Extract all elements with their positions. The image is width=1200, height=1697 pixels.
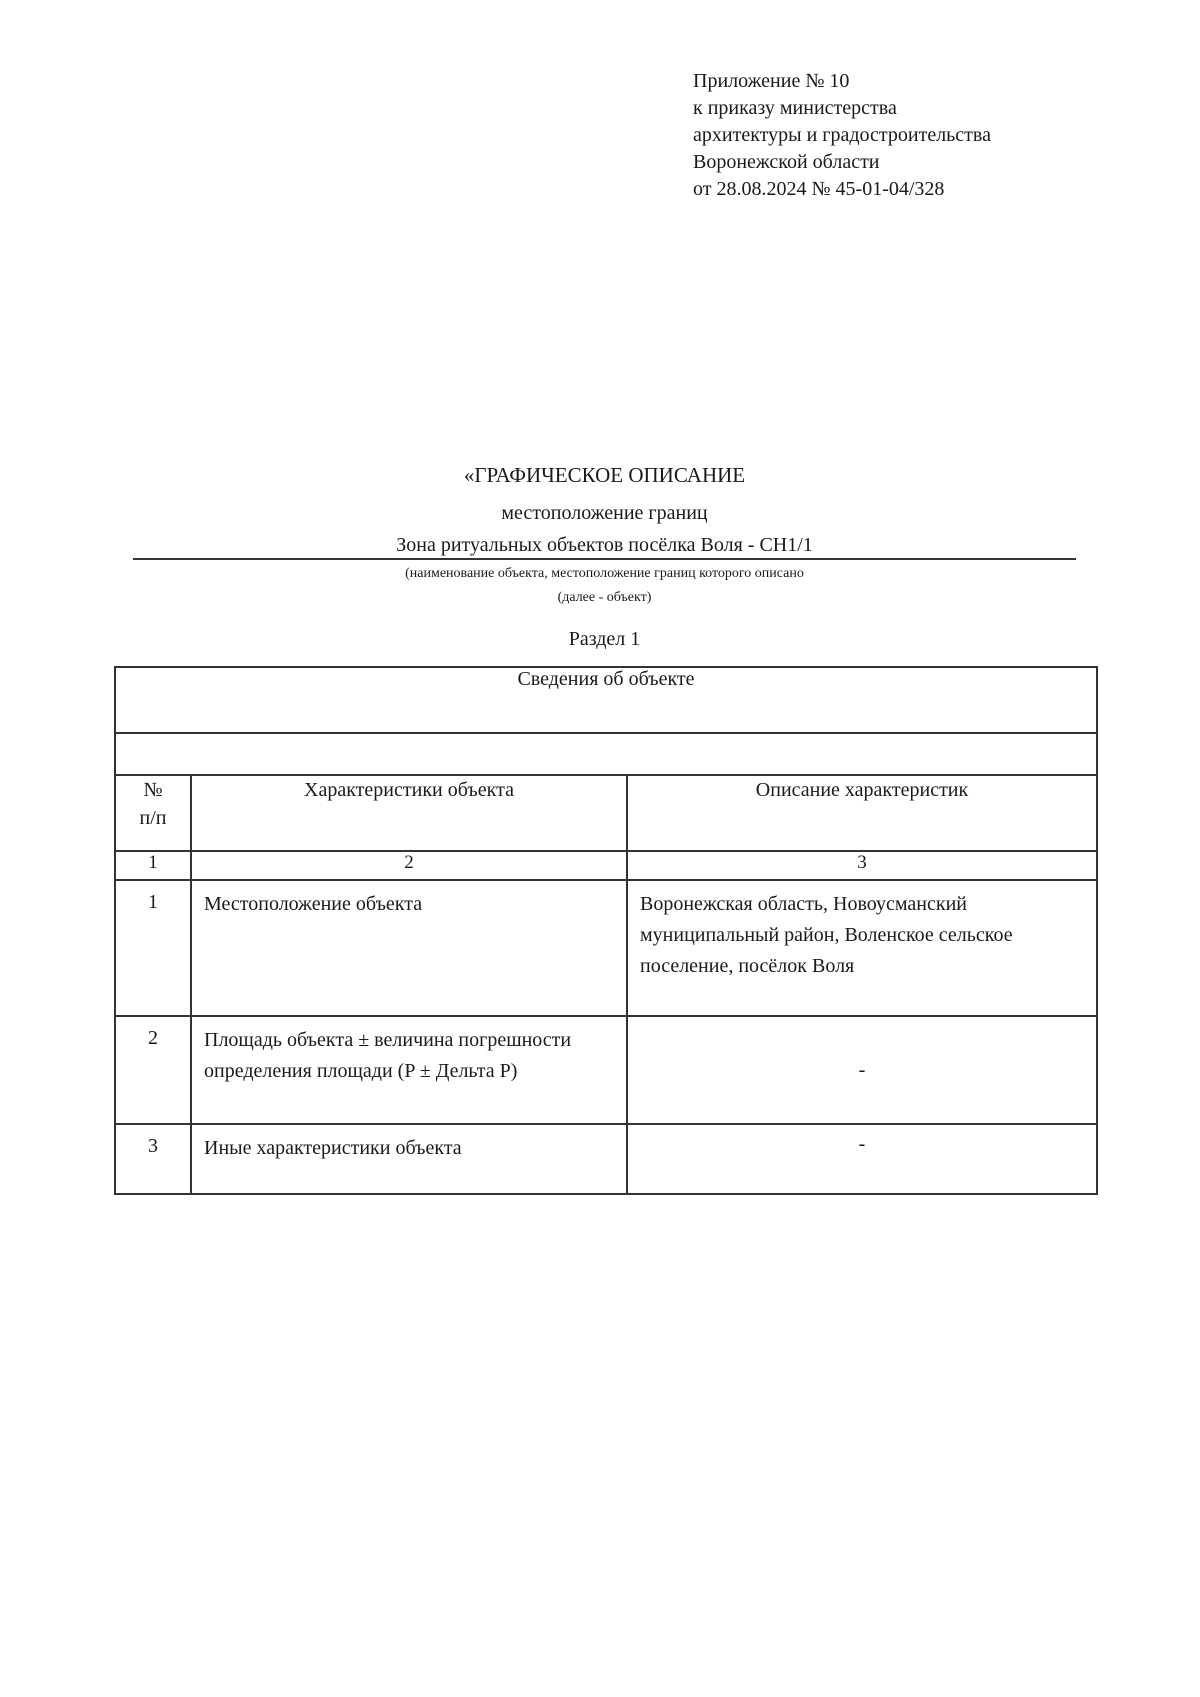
- table-header-row: [115, 775, 1097, 851]
- row-number: 2: [115, 1016, 191, 1124]
- appendix-line: Приложение № 10: [693, 70, 850, 92]
- row-number: 1: [115, 880, 191, 1016]
- header-characteristics: Характеристики объекта: [191, 775, 627, 851]
- table-row: [115, 1124, 1097, 1194]
- table-empty-row: [115, 733, 1097, 775]
- row-characteristic: Площадь объекта ± величина погрешности определения площади (P ± Дельта P): [191, 1016, 627, 1124]
- column-number-row: [115, 851, 1097, 880]
- appendix-line: Воронежской области: [693, 151, 880, 173]
- row-number: 3: [115, 1124, 191, 1194]
- table-title-row: [115, 667, 1097, 733]
- object-name-note-continued: (далее - объект): [557, 590, 652, 605]
- row-characteristic: Местоположение объекта: [191, 880, 627, 1016]
- table-title: Сведения об объекте: [115, 667, 1097, 733]
- table-row: [115, 1016, 1097, 1124]
- header-description: Описание характеристик: [627, 775, 1097, 851]
- object-name-note: (наименование объекта, местоположение границ которого описано: [405, 566, 804, 581]
- underline-rule: [133, 558, 1076, 560]
- empty-cell: [115, 733, 1097, 775]
- title-block: [133, 462, 1076, 652]
- row-description: -: [627, 1016, 1097, 1124]
- object-info-table: [114, 666, 1098, 1195]
- row-description: -: [627, 1124, 1097, 1194]
- column-number: 3: [627, 851, 1097, 880]
- document-subtitle: местоположение границ: [501, 502, 708, 524]
- document-title: «ГРАФИЧЕСКОЕ ОПИСАНИЕ: [463, 463, 746, 487]
- section-label: Раздел 1: [568, 628, 641, 650]
- column-number: 1: [115, 851, 191, 880]
- header-num: № п/п: [115, 775, 191, 851]
- appendix-line: от 28.08.2024 № 45-01-04/328: [693, 178, 945, 200]
- column-number: 2: [191, 851, 627, 880]
- row-description: Воронежская область, Новоусманский муниципальный район, Воленское сельское поселение, посёлок Воля: [627, 880, 1097, 1016]
- appendix-header: [693, 68, 991, 203]
- appendix-line: к приказу министерства: [693, 97, 897, 119]
- table-row: [115, 880, 1097, 1016]
- object-name: Зона ритуальных объектов посёлка Воля - СН1/1: [396, 534, 813, 556]
- row-characteristic: Иные характеристики объекта: [191, 1124, 627, 1194]
- appendix-line: архитектуры и градостроительства: [693, 124, 991, 146]
